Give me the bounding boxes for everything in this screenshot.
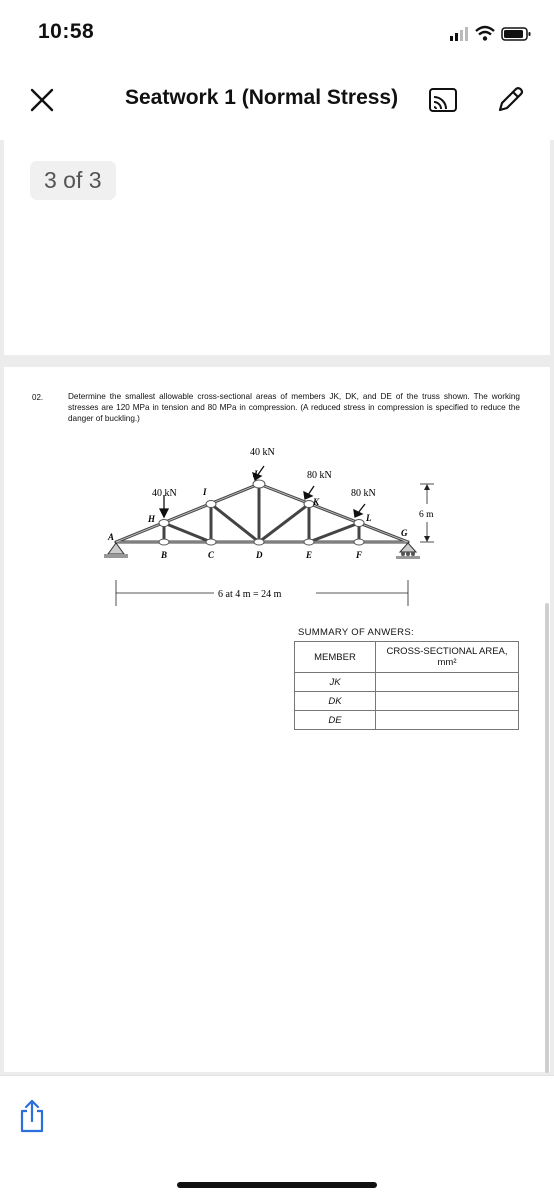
table-row [295,673,519,692]
home-indicator[interactable] [177,1182,377,1188]
node-label: C [208,550,215,560]
area-cell [376,673,519,692]
document-title: Seatwork 1 (Normal Stress) [125,86,399,109]
wifi-icon [476,27,494,41]
status-icons [444,24,534,44]
question-number: 02. [32,393,44,402]
node-label: B [161,550,168,560]
nav-bar [0,70,554,130]
member-cell: DK [295,692,376,711]
node-label: A [108,532,115,542]
question-text: Determine the smallest allowable cross-sectional areas of members JK, DK, and DE of the truss shown. The working stresses are 120 MPa in tension and 80 MPa in compression. (A reduced stress in compression is specified to reduce the danger of buckling.) [68,392,520,423]
height-dimension-label: 6 m [419,510,434,520]
close-button[interactable] [28,86,56,114]
load-label-j: 40 kN [250,447,275,458]
node-label: I [203,487,207,497]
cast-icon [428,87,458,113]
battery-icon [502,28,531,40]
share-icon [18,1098,46,1134]
signal-icon [450,27,468,41]
truss-figure [104,440,434,610]
node-label: F [356,550,363,560]
share-button[interactable] [18,1098,46,1134]
member-column-header: MEMBER [295,642,376,673]
area-cell [376,711,519,730]
member-cell: JK [295,673,376,692]
load-label-l: 80 kN [351,488,376,499]
node-label: D [256,550,263,560]
area-header-unit: mm² [437,657,457,668]
node-label: L [366,513,372,523]
load-label-k: 80 kN [307,470,332,481]
edit-button[interactable] [494,84,526,116]
cast-button[interactable] [428,87,458,113]
pencil-icon [494,84,526,116]
area-header-line1: CROSS-SECTIONAL AREA, [386,646,508,657]
node-label: K [313,497,320,507]
load-label-h: 40 kN [152,488,177,499]
page-indicator: 3 of 3 [30,161,116,200]
member-cell: DE [295,711,376,730]
table-row [295,692,519,711]
status-time: 10:58 [38,20,95,43]
node-label: H [148,514,156,524]
pin-support [104,543,128,558]
summary-header-row [295,642,519,673]
summary-heading: SUMMARY OF ANWERS: [298,627,414,638]
table-row [295,711,519,730]
close-icon [28,86,56,114]
area-column-header [376,642,519,673]
scrollbar-thumb[interactable] [545,603,549,1073]
roller-support [396,543,420,559]
node-label: J [253,469,258,479]
bottom-toolbar [0,1075,554,1201]
span-dimension-label: 6 at 4 m = 24 m [218,589,282,600]
area-cell [376,692,519,711]
summary-table [294,641,519,730]
node-label: E [306,550,313,560]
status-bar [0,0,554,70]
node-label: G [401,528,408,538]
